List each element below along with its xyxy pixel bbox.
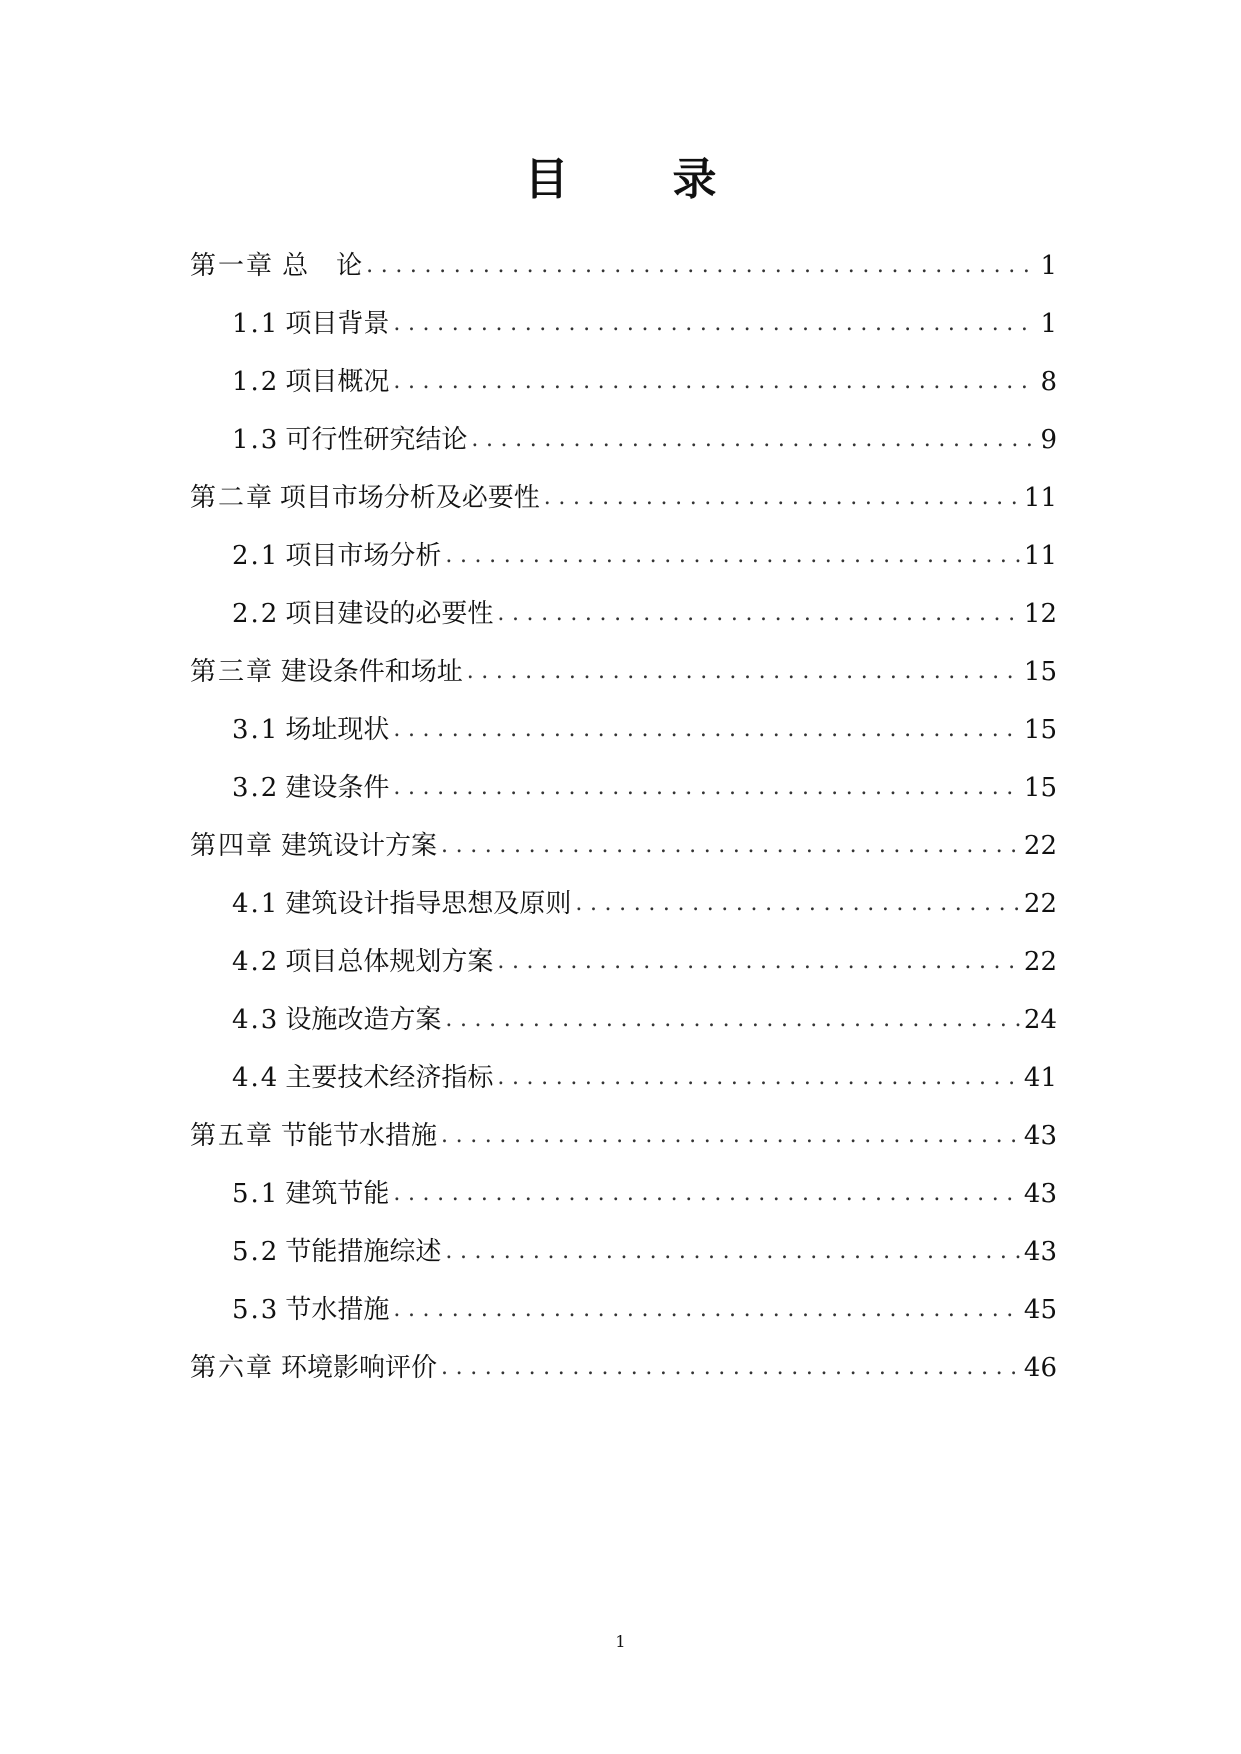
toc-entry-chapter-6[interactable] xyxy=(190,1348,1057,1388)
toc-entry-number: 第五章 xyxy=(190,1121,275,1151)
toc-entry-section-4-3[interactable] xyxy=(232,1000,1057,1040)
dot-leader xyxy=(441,1116,1020,1156)
toc-entry-number: 4.3 xyxy=(232,1005,280,1035)
toc-entry-chapter-4[interactable] xyxy=(190,826,1057,866)
toc-entry-number: 1.1 xyxy=(232,309,280,339)
toc-entry-page: 22 xyxy=(1023,831,1057,861)
toc-entry-title: 可行性研究结论 xyxy=(285,425,468,455)
toc-entry-title: 场址现状 xyxy=(285,715,390,745)
toc-entry-section-3-1[interactable] xyxy=(232,710,1057,750)
toc-entry-section-5-3[interactable] xyxy=(232,1290,1057,1330)
dot-leader xyxy=(497,1058,1020,1098)
dot-leader xyxy=(393,362,1036,402)
toc-entry-title: 项目市场分析及必要性 xyxy=(279,483,540,513)
toc-entry-number: 第四章 xyxy=(190,831,275,861)
toc-entry-page: 41 xyxy=(1023,1063,1057,1093)
toc-entry-chapter-5[interactable] xyxy=(190,1116,1057,1156)
toc-entry-title: 环境影响评价 xyxy=(281,1353,438,1383)
toc-entry-section-1-2[interactable] xyxy=(232,362,1057,402)
toc-entry-page: 45 xyxy=(1023,1295,1057,1325)
toc-entry-title: 建筑设计指导思想及原则 xyxy=(285,889,572,919)
toc-entry-title: 项目背景 xyxy=(285,309,390,339)
toc-entry-title-part: 论 xyxy=(336,251,363,281)
toc-entry-page: 12 xyxy=(1023,599,1057,629)
toc-entry-number: 第一章 xyxy=(190,251,275,281)
toc-entry-title: 建设条件 xyxy=(285,773,390,803)
toc-entry-number: 2.1 xyxy=(232,541,280,571)
toc-entry-number: 3.1 xyxy=(232,715,280,745)
toc-entry-section-5-2[interactable] xyxy=(232,1232,1057,1272)
toc-entry-page: 15 xyxy=(1023,657,1057,687)
dot-leader xyxy=(441,826,1020,866)
toc-entry-section-5-1[interactable] xyxy=(232,1174,1057,1214)
toc-entry-page: 43 xyxy=(1023,1237,1057,1267)
toc-entry-section-4-4[interactable] xyxy=(232,1058,1057,1098)
toc-entry-number: 4.4 xyxy=(232,1063,280,1093)
toc-entry-number: 4.2 xyxy=(232,947,280,977)
toc-entry-page: 1 xyxy=(1040,309,1057,339)
toc-entry-title: 项目总体规划方案 xyxy=(285,947,494,977)
toc-entry-title: 节水措施 xyxy=(285,1295,390,1325)
dot-leader xyxy=(393,304,1036,344)
dot-leader xyxy=(366,246,1036,286)
toc-entry-number: 3.2 xyxy=(232,773,280,803)
toc-entry-section-4-1[interactable] xyxy=(232,884,1057,924)
toc-entry-title: 建筑节能 xyxy=(285,1179,390,1209)
toc-entry-page: 22 xyxy=(1023,947,1057,977)
toc-entry-title: 节能措施综述 xyxy=(285,1237,442,1267)
toc-entry-number: 5.3 xyxy=(232,1295,280,1325)
toc-entry-title: 项目市场分析 xyxy=(285,541,442,571)
toc-entry-page: 15 xyxy=(1023,773,1057,803)
dot-leader xyxy=(544,478,1020,518)
dot-leader xyxy=(445,536,1020,576)
dot-leader xyxy=(445,1232,1020,1272)
toc-entry-number: 1.2 xyxy=(232,367,280,397)
toc-entry-page: 11 xyxy=(1023,541,1057,571)
toc-entry-chapter-3[interactable] xyxy=(190,652,1057,692)
toc-entry-title: 建设条件和场址 xyxy=(280,657,463,687)
toc-entry-title: 设施改造方案 xyxy=(285,1005,442,1035)
toc-entry-number: 第三章 xyxy=(190,657,275,687)
dot-leader xyxy=(393,1174,1020,1214)
toc-entry-section-2-2[interactable] xyxy=(232,594,1057,634)
toc-entry-page: 24 xyxy=(1023,1005,1057,1035)
toc-entry-title-part: 总 xyxy=(282,251,337,281)
toc-entry-number: 5.1 xyxy=(232,1179,280,1209)
toc-entry-title: 主要技术经济指标 xyxy=(285,1063,494,1093)
toc-entry-number: 第六章 xyxy=(190,1353,275,1383)
toc-entry-page: 22 xyxy=(1023,889,1057,919)
toc-entry-number: 4.1 xyxy=(232,889,280,919)
toc-entry-title: 项目建设的必要性 xyxy=(285,599,494,629)
page-number: 1 xyxy=(615,1632,626,1651)
toc-entry-number: 5.2 xyxy=(232,1237,280,1267)
toc-entry-page: 11 xyxy=(1023,483,1057,513)
dot-leader xyxy=(497,594,1020,634)
dot-leader xyxy=(393,768,1020,808)
toc-entry-page: 15 xyxy=(1023,715,1057,745)
toc-entry-page: 43 xyxy=(1023,1179,1057,1209)
toc-entry-page: 8 xyxy=(1040,367,1057,397)
toc-entry-page: 46 xyxy=(1023,1353,1057,1383)
dot-leader xyxy=(575,884,1020,924)
dot-leader xyxy=(467,652,1020,692)
dot-leader xyxy=(497,942,1020,982)
dot-leader xyxy=(471,420,1036,460)
toc-entry-section-1-3[interactable] xyxy=(232,420,1057,460)
dot-leader xyxy=(393,1290,1020,1330)
dot-leader xyxy=(445,1000,1020,1040)
dot-leader xyxy=(441,1348,1020,1388)
toc-entry-title: 节能节水措施 xyxy=(281,1121,438,1151)
toc-entry-title: 项目概况 xyxy=(285,367,390,397)
toc-entry-number: 2.2 xyxy=(232,599,280,629)
toc-entry-section-1-1[interactable] xyxy=(232,304,1057,344)
dot-leader xyxy=(393,710,1020,750)
toc-entry-title: 建筑设计方案 xyxy=(281,831,438,861)
toc-entry-number: 1.3 xyxy=(232,425,280,455)
toc-title: 目 录 xyxy=(524,154,747,205)
toc-entry-section-4-2[interactable] xyxy=(232,942,1057,982)
toc-entry-page: 1 xyxy=(1040,251,1057,281)
toc-entry-number: 第二章 xyxy=(190,483,275,513)
toc-entry-page: 9 xyxy=(1040,425,1057,455)
toc-entry-chapter-1[interactable] xyxy=(190,246,1057,286)
toc-entry-chapter-2[interactable] xyxy=(190,478,1057,518)
toc-entry-section-3-2[interactable] xyxy=(232,768,1057,808)
toc-entry-section-2-1[interactable] xyxy=(232,536,1057,576)
toc-entry-page: 43 xyxy=(1023,1121,1057,1151)
